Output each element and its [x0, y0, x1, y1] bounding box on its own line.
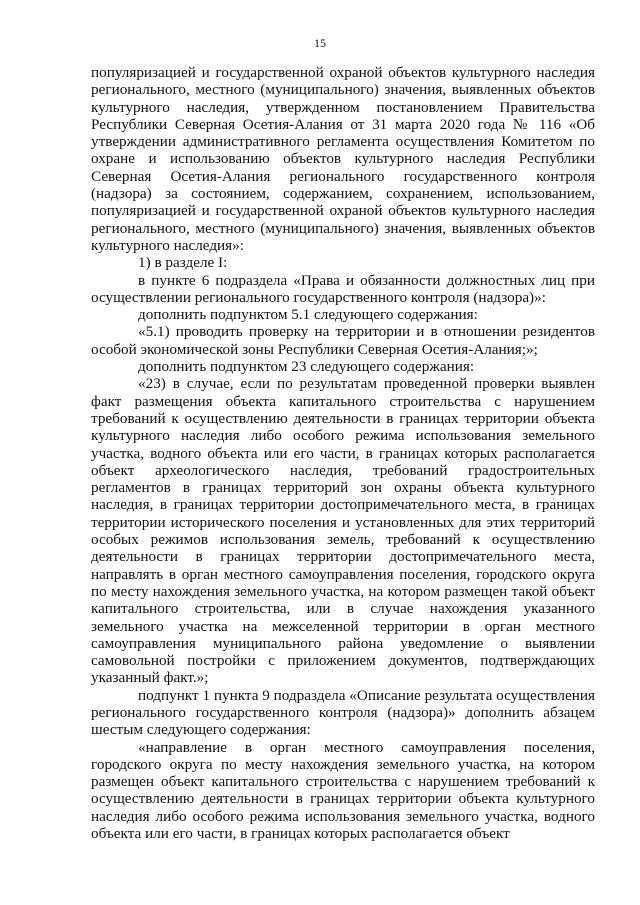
- paragraph-point-6: в пункте 6 подраздела «Права и обязанности должностных лиц при осуществлении регионального государственного контроля (надзора)»:: [91, 271, 595, 306]
- paragraph-quote-23: «23) в случае, если по результатам проведенной проверки выявлен факт размещения объекта капитального строительства с нарушением требований к осуществлению деятельности в границах территории объекта культурного наследия либо особого режима использования земельного участка, водного объекта или его части, в границах которых располагается объект археологического наследия, требований градостроительных регламентов в границах территорий зон охраны объекта культурного наследия, в границах территории достопримечательного места, в границах территории исторического поселения и установленных для этих территорий особых режимов использования земель, требований к осуществлению деятельности в границах территории достопримечательного места, направлять в орган местного самоуправления поселения, городского округа по месту нахождения земельного участка, на котором размещен такой объект капитального строительства, или в случае нахождения указанного земельного участка на межселенной территории в орган местного самоуправления муниципального района уведомление о выявлении самовольной постройки с приложением документов, подтверждающих указанный факт.»;: [91, 375, 595, 687]
- paragraph-add-5-1: дополнить подпунктом 5.1 следующего содержания:: [138, 306, 478, 324]
- paragraph-add-23: дополнить подпунктом 23 следующего содержания:: [138, 358, 475, 376]
- paragraph-quote-5-1: «5.1) проводить проверку на территории и в отношении резидентов особой экономической зоны Республики Северная Осетия-Алания;»;: [91, 323, 595, 358]
- paragraph-point-9: подпункт 1 пункта 9 подраздела «Описание результата осуществления регионального государственного контроля (надзора)» дополнить абзацем шестым следующего содержания:: [91, 686, 595, 739]
- paragraph-section-1: 1) в разделе I:: [138, 254, 228, 272]
- page-number: 15: [314, 36, 326, 50]
- document-body: [91, 64, 595, 842]
- paragraph-intro: популяризацией и государственной охраной объектов культурного наследия регионального, местного (муниципального) значения, выявленных объектов культурного наследия, утвержденном постановлением Правительства Республики Северная Осетия-Алания от 31 марта 2020 года № 116 «Об утверждении административного регламента осуществления Комитетом по охране и использованию объектов культурного наследия Республики Северная Осетия-Алания регионального государственного контроля (надзора) за состоянием, содержанием, сохранением, использованием, популяризацией и государственной охраной объектов культурного наследия регионального, местного (муниципального) значения, выявленных объектов культурного наследия»:: [91, 64, 595, 254]
- paragraph-quote-direction: «направление в орган местного самоуправления поселения, городского округа по месту нахождения земельного участка, на котором размещен объект капитального строительства с нарушением требований к осуществлению деятельности в границах территории объекта культурного наследия либо особого режима использования земельного участка, водного объекта или его части, в границах которых располагается объект: [91, 738, 595, 843]
